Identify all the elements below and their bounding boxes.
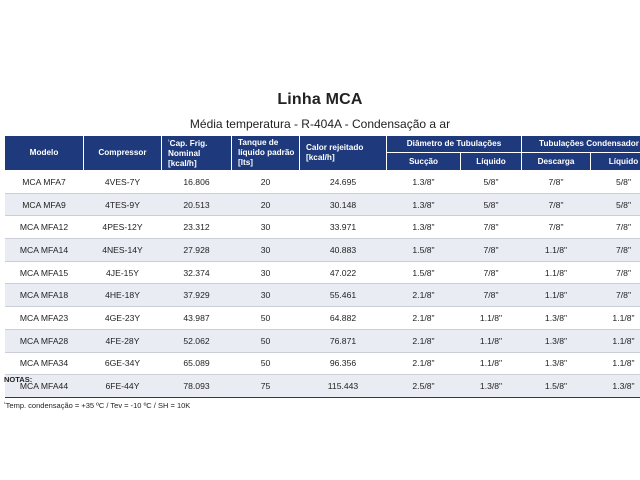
cell-discharge: 1.5/8" xyxy=(522,375,591,398)
cell-heat-rejected: 76.871 xyxy=(300,329,387,352)
cell-liquid: 7/8" xyxy=(461,284,522,307)
cell-model: MCA MFA23 xyxy=(5,307,84,330)
cell-tank: 20 xyxy=(232,193,300,216)
table-row xyxy=(5,307,640,330)
table-row xyxy=(5,352,640,375)
cell-suction: 1.3/8" xyxy=(387,193,461,216)
cell-discharge: 1.3/8" xyxy=(522,329,591,352)
cell-condenser-liquid: 1.1/8" xyxy=(591,352,640,375)
table-row xyxy=(5,216,640,239)
cell-compressor: 4VES-7Y xyxy=(84,171,162,194)
cell-liquid: 7/8" xyxy=(461,239,522,262)
cell-capacity: 27.928 xyxy=(162,239,232,262)
note-text: Temp. condensação = +35 ºC / Tev = -10 ºC / SH = 10K xyxy=(5,401,191,410)
cell-tank: 20 xyxy=(232,171,300,194)
cell-tank: 50 xyxy=(232,352,300,375)
cell-suction: 1.3/8" xyxy=(387,216,461,239)
cell-capacity: 37.929 xyxy=(162,284,232,307)
cell-compressor: 4JE-15Y xyxy=(84,261,162,284)
cell-compressor: 4TES-9Y xyxy=(84,193,162,216)
header-compressor: Compressor xyxy=(84,136,162,171)
cell-suction: 2.1/8" xyxy=(387,284,461,307)
cell-tank: 30 xyxy=(232,216,300,239)
cell-model: MCA MFA9 xyxy=(5,193,84,216)
cell-tank: 30 xyxy=(232,239,300,262)
cell-liquid: 5/8" xyxy=(461,171,522,194)
header-tank: Tanque de líquido padrão [lts] xyxy=(232,136,300,171)
cell-compressor: 6FE-44Y xyxy=(84,375,162,398)
cell-compressor: 4PES-12Y xyxy=(84,216,162,239)
cell-discharge: 7/8" xyxy=(522,216,591,239)
cell-tank: 30 xyxy=(232,284,300,307)
cell-discharge: 1.3/8" xyxy=(522,307,591,330)
cell-liquid: 1.1/8" xyxy=(461,352,522,375)
cell-condenser-liquid: 1.3/8" xyxy=(591,375,640,398)
table-row xyxy=(5,193,640,216)
header-condenser-pipes-group: Tubulações Condensador xyxy=(522,136,640,153)
cell-condenser-liquid: 7/8" xyxy=(591,284,640,307)
cell-discharge: 1.1/8" xyxy=(522,261,591,284)
table-row xyxy=(5,171,640,194)
cell-model: MCA MFA15 xyxy=(5,261,84,284)
cell-model: MCA MFA14 xyxy=(5,239,84,262)
cell-capacity: 32.374 xyxy=(162,261,232,284)
specification-table xyxy=(4,135,640,398)
header-pipe-diameter-group: Diâmetro de Tubulações xyxy=(387,136,522,153)
cell-suction: 1.3/8" xyxy=(387,171,461,194)
cell-liquid: 1.1/8" xyxy=(461,307,522,330)
cell-model: MCA MFA34 xyxy=(5,352,84,375)
cell-liquid: 1.3/8" xyxy=(461,375,522,398)
cell-condenser-liquid: 7/8" xyxy=(591,261,640,284)
cell-condenser-liquid: 5/8" xyxy=(591,171,640,194)
cell-discharge: 7/8" xyxy=(522,171,591,194)
cell-discharge: 1.1/8" xyxy=(522,239,591,262)
cell-tank: 75 xyxy=(232,375,300,398)
header-suction: Sucção xyxy=(387,153,461,171)
notes-title: NOTAS: xyxy=(4,375,33,384)
table-row xyxy=(5,284,640,307)
cell-liquid: 1.1/8" xyxy=(461,329,522,352)
cell-heat-rejected: 47.022 xyxy=(300,261,387,284)
cell-condenser-liquid: 7/8" xyxy=(591,216,640,239)
page-title: Linha MCA xyxy=(277,91,363,108)
cell-capacity: 52.062 xyxy=(162,329,232,352)
cell-heat-rejected: 64.882 xyxy=(300,307,387,330)
cell-heat-rejected: 55.461 xyxy=(300,284,387,307)
cell-suction: 1.5/8" xyxy=(387,261,461,284)
cell-suction: 2.1/8" xyxy=(387,329,461,352)
cell-suction: 1.5/8" xyxy=(387,239,461,262)
cell-suction: 2.1/8" xyxy=(387,307,461,330)
table-header xyxy=(5,136,640,171)
cell-compressor: 4FE-28Y xyxy=(84,329,162,352)
cell-model: MCA MFA12 xyxy=(5,216,84,239)
cell-heat-rejected: 40.883 xyxy=(300,239,387,262)
cell-compressor: 4GE-23Y xyxy=(84,307,162,330)
cell-condenser-liquid: 1.1/8" xyxy=(591,329,640,352)
cell-capacity: 23.312 xyxy=(162,216,232,239)
note-condensation xyxy=(4,401,190,410)
header-discharge: Descarga xyxy=(522,153,591,171)
cell-capacity: 16.806 xyxy=(162,171,232,194)
cell-capacity: 43.987 xyxy=(162,307,232,330)
cell-compressor: 4HE-18Y xyxy=(84,284,162,307)
cell-tank: 30 xyxy=(232,261,300,284)
cell-condenser-liquid: 5/8" xyxy=(591,193,640,216)
cell-liquid: 7/8" xyxy=(461,216,522,239)
cell-model: MCA MFA7 xyxy=(5,171,84,194)
header-liquid: Líquido xyxy=(461,153,522,171)
table-row xyxy=(5,329,640,352)
cell-tank: 50 xyxy=(232,329,300,352)
header-capacity-label: Cap. Frig. Nominal [kcal/h] xyxy=(168,139,208,168)
note-footnote-mark: ¹ xyxy=(4,401,6,407)
cell-discharge: 1.1/8" xyxy=(522,284,591,307)
cell-heat-rejected: 115.443 xyxy=(300,375,387,398)
table-body xyxy=(5,171,640,398)
cell-heat-rejected: 24.695 xyxy=(300,171,387,194)
cell-capacity: 20.513 xyxy=(162,193,232,216)
table-row xyxy=(5,375,640,398)
cell-condenser-liquid: 1.1/8" xyxy=(591,307,640,330)
header-condenser-liquid: Líquido xyxy=(591,153,640,171)
header-capacity-footnote-mark: ¹ xyxy=(168,139,170,145)
cell-heat-rejected: 30.148 xyxy=(300,193,387,216)
cell-capacity: 78.093 xyxy=(162,375,232,398)
cell-compressor: 6GE-34Y xyxy=(84,352,162,375)
cell-model: MCA MFA18 xyxy=(5,284,84,307)
cell-discharge: 1.3/8" xyxy=(522,352,591,375)
cell-compressor: 4NES-14Y xyxy=(84,239,162,262)
cell-heat-rejected: 33.971 xyxy=(300,216,387,239)
header-model: Modelo xyxy=(5,136,84,171)
cell-condenser-liquid: 7/8" xyxy=(591,239,640,262)
cell-heat-rejected: 96.356 xyxy=(300,352,387,375)
table-row xyxy=(5,239,640,262)
cell-liquid: 7/8" xyxy=(461,261,522,284)
header-heat-rejected: Calor rejeitado [kcal/h] xyxy=(300,136,387,171)
page-subtitle: Média temperatura - R-404A - Condensação a ar xyxy=(189,117,451,131)
cell-model: MCA MFA28 xyxy=(5,329,84,352)
cell-suction: 2.1/8" xyxy=(387,352,461,375)
cell-tank: 50 xyxy=(232,307,300,330)
cell-suction: 2.5/8" xyxy=(387,375,461,398)
cell-capacity: 65.089 xyxy=(162,352,232,375)
table-row xyxy=(5,261,640,284)
cell-liquid: 5/8" xyxy=(461,193,522,216)
cell-model: MCA MFA44 xyxy=(5,375,84,398)
cell-discharge: 7/8" xyxy=(522,193,591,216)
header-capacity xyxy=(162,136,232,171)
